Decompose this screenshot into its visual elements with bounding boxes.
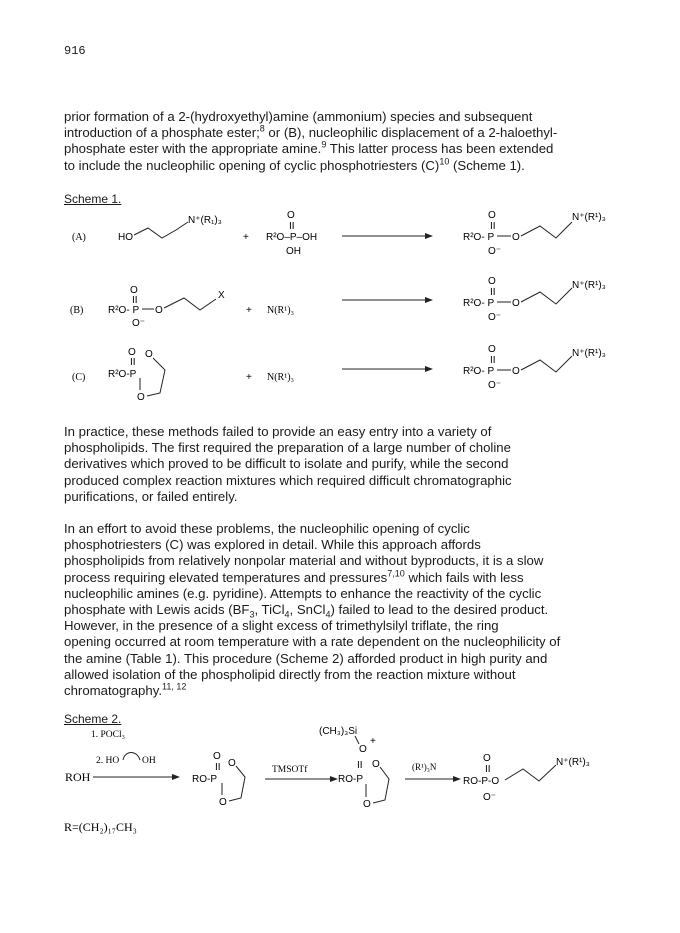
double-bond: II (132, 295, 138, 306)
ammonium-group: N⁺(R₁)₃ (188, 215, 222, 226)
arrow-head (425, 366, 433, 372)
text-line: phospholipids. The first required the preparation of a large number of choline (64, 440, 511, 456)
oxide-anion: O⁻ (488, 246, 502, 257)
text-line: process requiring elevated temperatures and pressures (64, 569, 388, 585)
reactant-phosphate: R²O- P (108, 305, 140, 316)
phosphoryl-o: O (483, 753, 491, 764)
subscript: 4 (325, 609, 331, 620)
phosphoryl-o: O (287, 210, 295, 221)
ammonium-group: N⁺(R¹)₃ (572, 280, 606, 291)
page-number: 916 (64, 44, 86, 58)
citation: 9 (321, 140, 327, 151)
label-b: (B) (70, 305, 84, 316)
ethyl-chain (505, 765, 556, 781)
text-line: ) failed to lead to the desired product. (330, 602, 549, 618)
double-bond: II (130, 357, 136, 368)
scheme2-heading: Scheme 2. (64, 712, 122, 726)
cyclic-phosphate: RO-P (192, 774, 217, 785)
text-line: phosphate with Lewis acids (BF (64, 602, 250, 618)
subscript: 4 (284, 609, 290, 620)
arrow-head (425, 297, 433, 303)
double-bond: II (357, 760, 363, 771)
ring-o: O (145, 349, 153, 360)
oxide-anion: O⁻ (483, 792, 497, 803)
text-line: purifications, or failed entirely. (64, 488, 238, 504)
oxide-anion: O⁻ (488, 312, 502, 323)
text-line: produced complex reaction mixtures which required difficult chromatographic (64, 472, 512, 488)
activated-phosphate: RO-P (338, 774, 363, 785)
ethyl-chain (521, 356, 572, 372)
double-bond: II (490, 287, 496, 298)
scheme1-heading: Scheme 1. (64, 192, 122, 206)
intro-paragraph (64, 109, 644, 174)
cyclic-phosphate: R²O-P (108, 369, 137, 380)
text-line: derivatives which proved to be difficult to isolate and purify, while the second (64, 456, 509, 472)
label-c: (C) (72, 372, 86, 383)
silyl-group: (CH₃)₃Si (319, 726, 358, 737)
double-bond: II (490, 355, 496, 366)
ester-o: O (512, 366, 520, 377)
ring-o: O (137, 392, 145, 403)
step2-label: 2. HO (96, 756, 120, 766)
ring-o: O (372, 759, 380, 770)
text-line: In an effort to avoid these problems, the nucleophilic opening of cyclic (64, 521, 470, 536)
amine-reagent: N(R¹)₃ (267, 372, 295, 383)
hydroxyl-group: OH (286, 246, 301, 257)
double-bond: II (490, 221, 496, 232)
oxide-anion: O⁻ (132, 318, 146, 329)
ester-o: O (512, 298, 520, 309)
ethylene-glycol-bond (123, 753, 140, 761)
oxide-anion: O⁻ (488, 380, 502, 391)
text-line: chromatography. (64, 683, 162, 699)
paragraph-2 (64, 424, 644, 505)
plus-sign: + (243, 232, 249, 243)
arrow-head (330, 776, 338, 782)
ring-bonds (229, 766, 245, 801)
text-line: phosphate ester with the appropriate amine. (64, 141, 322, 157)
arrow-head (425, 233, 433, 239)
text-line: In practice, these methods failed to provide an easy entry into a variety of (64, 424, 492, 439)
citation: 10 (439, 156, 450, 167)
phosphoryl-o: O (128, 347, 136, 358)
product-phosphate: R²O- P (463, 232, 495, 243)
text-line: However, in the presence of a slight excess of trimethylsilyl triflate, the ring (64, 618, 499, 634)
subscript: 3 (249, 609, 255, 620)
scheme1-diagram (0, 200, 680, 405)
ring-bonds (373, 767, 389, 803)
text-line: , SnCl (289, 602, 326, 618)
text-line: (Scheme 1). (449, 157, 525, 173)
plus-sign: + (246, 372, 252, 383)
plus-charge: + (370, 736, 376, 747)
text-line: phospholipids from relatively nonpolar material and without byproducts, it is a slow (64, 553, 544, 569)
text-line: allowed isolation of the phospholipid directly from the reaction mixture without (64, 666, 516, 682)
si-o-bond (355, 736, 359, 744)
tmsotf-label: TMSOTf (272, 765, 308, 775)
text-line: which fails with less (404, 569, 524, 585)
arrow-head (453, 776, 461, 782)
phosphoryl-o: O (213, 751, 221, 762)
citation: 7,10 (387, 568, 405, 579)
halide-x: X (218, 290, 225, 301)
phosphoryl-o: O (488, 210, 496, 221)
ring-bonds (147, 358, 165, 396)
ho-group: HO (118, 232, 133, 243)
text-line: introduction of a phosphate ester; (64, 125, 260, 141)
double-bond: II (289, 221, 295, 232)
amine-reagent: N(R¹)₃ (267, 305, 295, 316)
citation: 11, 12 (161, 681, 187, 692)
text-line: opening occurred at room temperature with a rate dependent on the nucleophilicity of (64, 634, 561, 650)
ring-o: O (228, 758, 236, 769)
text-line: or (B), nucleophilic displacement of a 2-haloethyl- (264, 125, 558, 141)
double-bond: II (215, 762, 221, 773)
text-line: nucleophilic amines (e.g. pyridine). Attempts to enhance the reactivity of the cyclic (64, 585, 542, 601)
ammonium-group: N⁺(R¹)₃ (572, 212, 606, 223)
scheme2-diagram (0, 722, 680, 912)
paragraph-3 (64, 521, 644, 699)
starting-alcohol: ROH (65, 770, 91, 784)
text-line: the amine (Table 1). This procedure (Scheme 2) afforded product in high purity and (64, 650, 548, 666)
r-definition: R=(CH₂)₁₇CH₃ (64, 820, 137, 834)
product-phosphate: RO-P-O (463, 776, 500, 787)
double-bond: II (485, 764, 491, 775)
text-line: This latter process has been extended (326, 141, 554, 157)
ring-o: O (363, 799, 371, 810)
arrow-head (172, 774, 180, 780)
phosphoryl-o: O (130, 285, 138, 296)
amine-label: (R¹)₃N (412, 762, 437, 772)
step1-label: 1. POCl₃ (91, 730, 125, 740)
ethyl-chain (521, 222, 572, 238)
text-line: phosphotriesters (C) was explored in detail. While this approach affords (64, 537, 481, 553)
ester-o: O (512, 232, 520, 243)
product-phosphate: R²O- P (463, 366, 495, 377)
ethyl-chain (521, 288, 572, 304)
product-phosphate: R²O- P (463, 298, 495, 309)
ethyl-chain (134, 222, 188, 238)
citation: 8 (259, 123, 265, 134)
step2-oh: OH (142, 756, 156, 766)
ester-o: O (155, 305, 163, 316)
text-line: to include the nucleophilic opening of cyclic phosphotriesters (C) (64, 157, 440, 173)
text-line: , TiCl (254, 602, 285, 618)
ethyl-chain (164, 298, 216, 310)
silyl-o: O (359, 744, 367, 755)
ring-o: O (219, 797, 227, 808)
text-line: prior formation of a 2-(hydroxyethyl)amine (ammonium) species and subsequent (64, 109, 533, 124)
reagent-phosphate: R²O–P–OH (266, 232, 318, 243)
phosphoryl-o: O (488, 276, 496, 287)
phosphoryl-o: O (488, 344, 496, 355)
label-a: (A) (72, 232, 86, 243)
ammonium-group: N⁺(R¹)₃ (572, 348, 606, 359)
plus-sign: + (246, 305, 252, 316)
ammonium-group: N⁺(R¹)₃ (556, 757, 590, 768)
